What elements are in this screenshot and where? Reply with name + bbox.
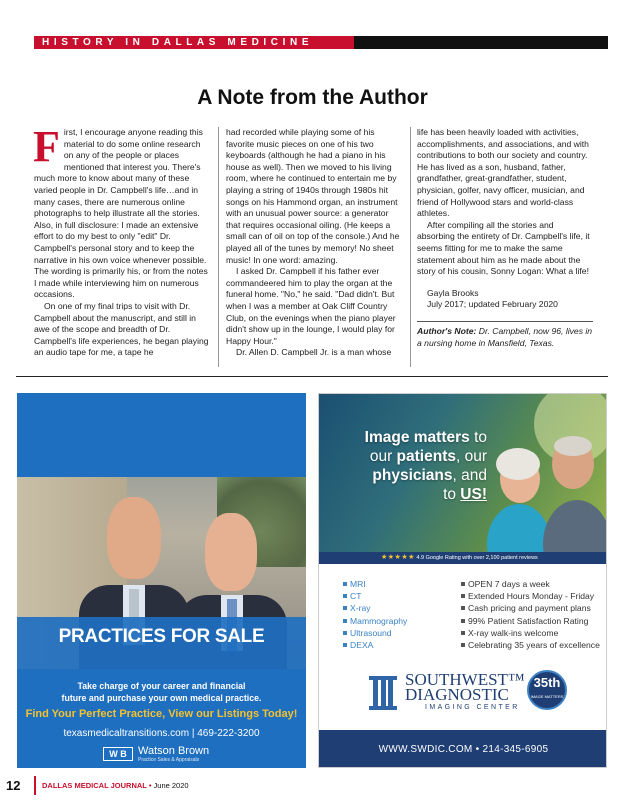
services-list (343, 578, 407, 651)
page-number: 12 (6, 778, 21, 793)
man-right-face (205, 513, 257, 591)
bullet-icon (461, 594, 465, 598)
service-item (343, 590, 407, 602)
column-divider (410, 127, 411, 367)
column-divider (218, 127, 219, 367)
headline-part: Image matters (364, 429, 470, 446)
ad-subtext-line: Take charge of your career and financial (77, 681, 246, 691)
bullet-icon (343, 631, 347, 635)
article-paragraph: life has been heavily loaded with activities, accomplishments, and associations, and with contributions to both our society and country. He has lived as a son, husband, father, grandfather, great-grandfather, student, physician, golfer, navy officer, musician, and friend of Hollywood stars and world-class athletes. (417, 127, 589, 219)
article-paragraph: had recorded while playing some of his favorite music pieces on one of his two keyboards (although he had a piano in his house as well). Then we moved to his living room, where he continued to entertain me by playing a string of 1940s through 1980s hit songs on his Hammond organ, an instrument with an unusual power source: a generator that requires occasional oiling. (He keeps a small can of oil on top of the console.) And he played all of the tunes by memory! No sheet music! In one word: amazing. (226, 127, 400, 265)
bullet-icon (343, 643, 347, 647)
article-paragraph: Dr. Allen D. Campbell Jr. is a man whose (236, 347, 392, 358)
headline-part: to (469, 429, 487, 446)
note-text: Dr. Campbell, now 96, lives in a nursing home in Mansfield, Texas. (417, 325, 593, 348)
ad-subtext-line: future and purchase your own medical practice. (61, 693, 262, 703)
bullet-icon (343, 594, 347, 598)
feature-item (461, 578, 600, 590)
headline-part: patients (396, 448, 456, 465)
feature-label: OPEN 7 days a week (468, 579, 550, 589)
wb-logo-tagline: Practice Sales & Appraisals (138, 757, 200, 763)
bullet-icon (461, 619, 465, 623)
drop-cap: F (33, 122, 60, 171)
service-item (343, 615, 407, 627)
rating-stars: ★★★★★ (381, 554, 415, 561)
bullet-icon (461, 582, 465, 586)
feature-label: Extended Hours Monday - Friday (468, 591, 595, 602)
service-item (343, 578, 407, 590)
features-list (461, 578, 600, 651)
signature-date: July 2017; updated February 2020 (427, 299, 558, 310)
bullet-icon (343, 619, 347, 623)
southwest-diagnostic-logo (369, 670, 599, 716)
badge-number: 35th (533, 675, 561, 690)
bullet-icon (461, 606, 465, 610)
service-item (343, 602, 407, 614)
service-label: Ultrasound (350, 627, 392, 638)
ad-subtext (17, 680, 306, 704)
article-paragraph: On one of my final trips to visit with Dr. Campbell about the manuscript, and still in awe of the scope and breadth of Dr. Campbell's life experiences, he began playing an audio tape for me, a tape he (34, 300, 209, 358)
wb-logo-name: Watson Brown (138, 745, 210, 757)
service-label: CT (350, 591, 362, 602)
note-label: Author's Note: (417, 325, 477, 336)
feature-label: Celebrating 35 years of excellence (468, 640, 600, 651)
ad-contact[interactable]: texasmedicaltransitions.com | 469-222-3200 (63, 728, 260, 739)
feature-item (461, 615, 600, 627)
publication-name: DALLAS MEDICAL JOURNAL (42, 781, 147, 790)
paragraph-text: irst, I encourage anyone reading this material to do some online research on any of the people or places mentioned that interest you. There's much more to know about many of these varied people in Dr. Campbell's life…and in many cases, there are numerous online photographs to help illustrate all the stories. Also, in full disclosure: I made an extensive effort to do my best to only "edit" Dr. Campbell's personal story and to keep the narrative in his own voice whenever possible. The wording is primarily his, or from the notes I made while interviewing him on numerous occasions. (34, 127, 208, 300)
feature-item (461, 639, 600, 651)
signature-name: Gayla Brooks (427, 287, 479, 298)
headline-part: , our (455, 448, 487, 465)
article-column-2 (226, 127, 404, 359)
ad-headline: PRACTICES FOR SALE (58, 626, 265, 647)
article-title: A Note from the Author (197, 86, 428, 109)
google-rating-bar (319, 552, 607, 564)
ad-contact-footer[interactable]: WWW.SWDIC.COM • 214-345-6905 (319, 730, 607, 768)
logo-line-2: DIAGNOSTIC (405, 685, 509, 704)
feature-label: X-ray walk-ins welcome (468, 627, 559, 638)
footer-accent-bar (34, 776, 36, 795)
feature-item (461, 627, 600, 639)
feature-item (461, 602, 600, 614)
headline-part: to (443, 486, 461, 503)
author-signature (417, 288, 593, 311)
bullet-icon (461, 631, 465, 635)
ads-divider (16, 376, 608, 377)
service-label: DEXA (350, 640, 374, 651)
logo-line-3: IMAGING CENTER (425, 704, 520, 711)
watson-brown-logo (103, 747, 263, 763)
service-item (343, 627, 407, 639)
article-paragraph: I asked Dr. Campbell if his father ever commandeered him to play the organ at the funeral home. "No," he said. "Dad didn't. But when I was a member at Oak Cliff Country Club, on the evenings when the piano player didn't show up in the lounge, I would play for Happy Hour." (226, 266, 396, 346)
bullet-icon (343, 606, 347, 610)
anniversary-badge (527, 670, 567, 710)
note-divider (417, 321, 593, 322)
feature-item (461, 590, 600, 602)
footer-publication (42, 781, 189, 790)
service-label: MRI (350, 579, 366, 589)
article-paragraph: After compiling all the stories and absorbing the entirety of Dr. Campbell's life, it seems fitting for me to make the same statement about him as he made about the story of his cousin, Sonny Logan: What a life! (417, 219, 590, 277)
article-paragraph (33, 122, 212, 301)
bullet-icon (343, 582, 347, 586)
issue-date: June 2020 (153, 781, 189, 790)
feature-label: Cash pricing and payment plans (468, 603, 591, 614)
bullet-icon (461, 643, 465, 647)
headline-part: , and (452, 467, 487, 484)
southwest-diagnostic-ad[interactable] (318, 393, 607, 768)
service-label: Mammography (350, 615, 408, 626)
article-column-3 (417, 127, 593, 349)
practices-for-sale-ad[interactable] (17, 393, 306, 768)
section-header-label: HISTORY IN DALLAS MEDICINE (42, 37, 314, 48)
headline-part: physicians (372, 467, 453, 484)
logo-line-1: SOUTHWEST™ (405, 670, 525, 689)
headline-part: US! (460, 486, 487, 503)
service-label: X-ray (350, 603, 371, 614)
column-logo-icon (369, 676, 397, 710)
feature-label: 99% Patient Satisfaction Rating (468, 615, 589, 626)
couple-photo (319, 394, 607, 552)
ad-cta-link[interactable]: Find Your Perfect Practice, View our Listings Today! (25, 708, 298, 720)
ad-headline (337, 428, 487, 504)
badge-text: IMAGE MATTERS (530, 694, 564, 699)
headline-part: our (369, 448, 397, 465)
article-column-1 (33, 122, 212, 359)
authors-note (417, 326, 593, 349)
service-item (343, 639, 407, 651)
man-left-face (107, 497, 161, 579)
rating-text: 4.9 Google Rating with over 2,100 patient reviews (416, 555, 538, 561)
footer-separator: • (146, 781, 154, 790)
wb-logo-mark: W B (103, 747, 133, 761)
